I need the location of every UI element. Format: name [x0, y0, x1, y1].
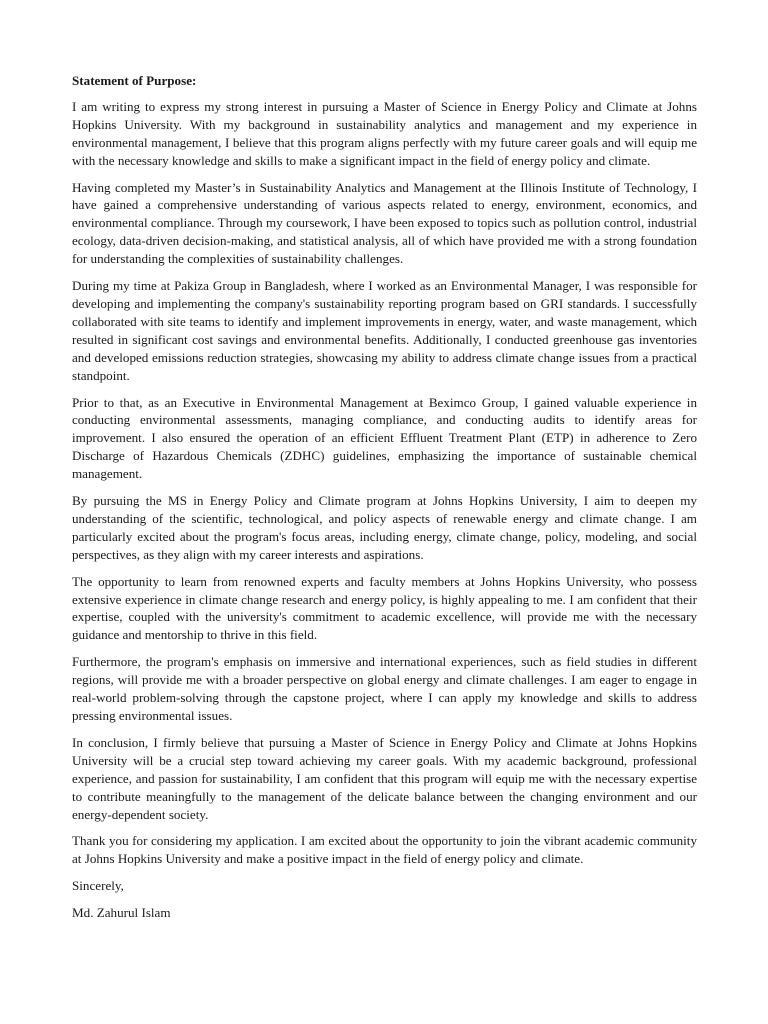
paragraph-intro: I am writing to express my strong interest in pursuing a Master of Science in Energy Policy and Climate at Johns Hopkins University. With my background in sustainability analytics and management and my experience in environmental management, I believe that this program aligns perfectly with my future career goals and will equip me with the necessary knowledge and skills to make a significant impact in the field of energy policy and climate.	[72, 98, 697, 168]
paragraph-beximco-experience: Prior to that, as an Executive in Environmental Management at Beximco Group, I gained valuable experience in conducting environmental assessments, managing compliance, and conducting audits to identify areas for improvement. I also ensured the operation of an efficient Effluent Treatment Plant (ETP) in adherence to Zero Discharge of Hazardous Chemicals (ZDHC) guidelines, emphasizing the importance of sustainable chemical management.	[72, 394, 697, 482]
signature-name: Md. Zahurul Islam	[72, 905, 171, 921]
paragraph-pakiza-experience: During my time at Pakiza Group in Bangladesh, where I worked as an Environmental Manager, I was responsible for developing and implementing the company's sustainability reporting program based on GRI standards. I successfully collaborated with site teams to identify and implement improvements in energy, water, and waste management, which resulted in significant cost savings and environmental benefits. Additionally, I conducted greenhouse gas inventories and developed emissions reduction strategies, showcasing my ability to address climate change issues from a practical standpoint.	[72, 278, 697, 383]
paragraph-program-goals: By pursuing the MS in Energy Policy and Climate program at Johns Hopkins University, I aim to deepen my understanding of the scientific, technological, and policy aspects of renewable energy and climate change. I am particularly excited about the program's focus areas, including energy, climate change, policy, modeling, and social perspectives, as they align with my career interests and aspirations.	[72, 493, 697, 562]
document-page	[72, 72, 697, 922]
paragraph-thanks: Thank you for considering my application. I am excited about the opportunity to join the vibrant academic community at Johns Hopkins University and make a positive impact in the field of energy policy and climate.	[72, 833, 697, 867]
paragraph-international: Furthermore, the program's emphasis on immersive and international experiences, such as field studies in different regions, will provide me with a broader perspective on global energy and climate challenges. I am eager to engage in real-world problem-solving through the capstone project, where I can apply my knowledge and skills to address pressing environmental issues.	[72, 654, 697, 723]
paragraph-conclusion: In conclusion, I firmly believe that pursuing a Master of Science in Energy Policy and Climate at Johns Hopkins University will be a crucial step toward achieving my career goals. With my academic background, professional experience, and passion for sustainability, I am confident that this program will equip me with the necessary expertise to contribute meaningfully to the management of the delicate balance between the changing environment and our energy-dependent society.	[72, 734, 697, 822]
closing-salutation: Sincerely,	[72, 878, 124, 894]
paragraph-faculty: The opportunity to learn from renowned experts and faculty members at Johns Hopkins University, who possess extensive experience in climate change research and energy policy, is highly appealing to me. I am confident that their expertise, coupled with the university's commitment to academic excellence, will provide me with the necessary guidance and mentorship to thrive in this field.	[72, 573, 697, 643]
paragraph-education: Having completed my Master’s in Sustainability Analytics and Management at the Illinois Institute of Technology, I have gained a comprehensive understanding of various aspects related to energy, environment, economics, and environmental compliance. Through my coursework, I have been exposed to topics such as pollution control, industrial ecology, data-driven decision-making, and statistical analysis, all of which have provided me with a strong foundation for understanding the complexities of sustainability challenges.	[72, 179, 697, 267]
document-heading: Statement of Purpose:	[72, 73, 197, 88]
